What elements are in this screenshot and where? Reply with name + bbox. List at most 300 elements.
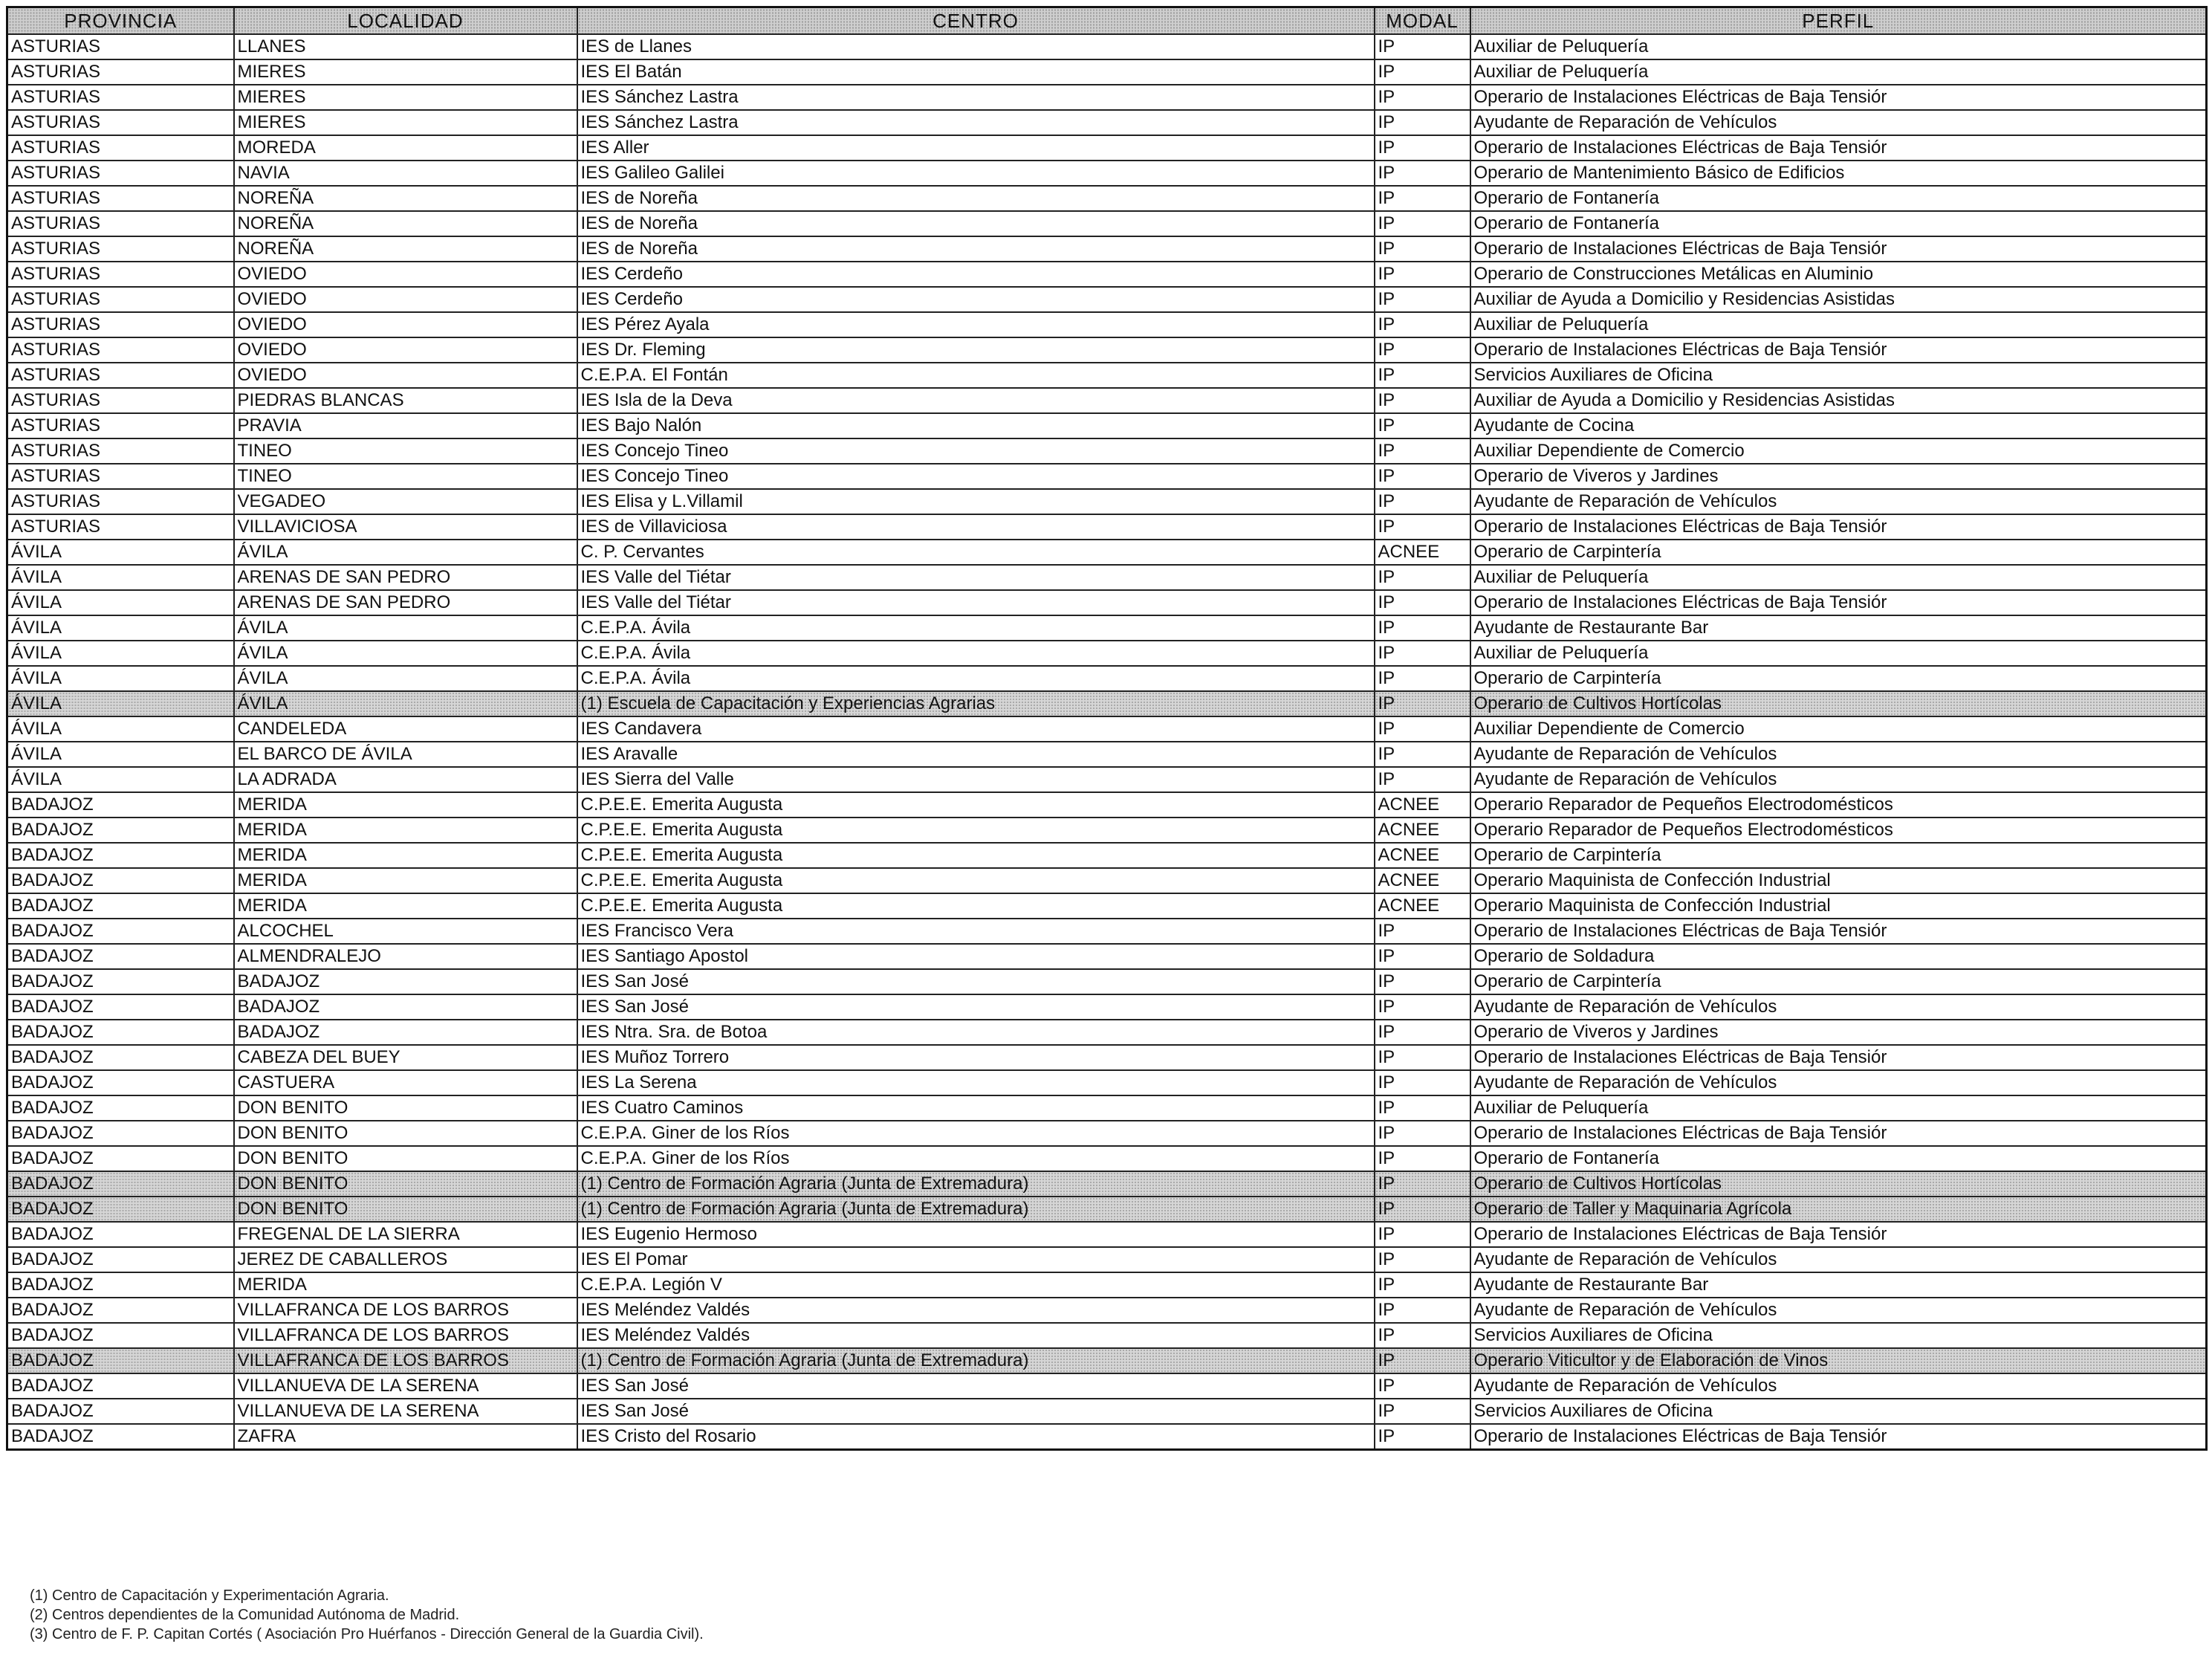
cell-localidad: OVIEDO (234, 337, 577, 363)
cell-perfil: Servicios Auxiliares de Oficina (1470, 1399, 2207, 1424)
cell-provincia: BADAJOZ (7, 1095, 234, 1121)
cell-localidad: ZAFRA (234, 1424, 577, 1450)
cell-centro: C.E.P.A. Giner de los Ríos (577, 1121, 1375, 1146)
cell-localidad: OVIEDO (234, 312, 577, 337)
cell-provincia: ASTURIAS (7, 287, 234, 312)
cell-localidad: BADAJOZ (234, 1020, 577, 1045)
cell-modal: IP (1375, 1399, 1470, 1424)
cell-perfil: Operario de Soldadura (1470, 944, 2207, 969)
table-row (7, 590, 2207, 615)
cell-localidad: ARENAS DE SAN PEDRO (234, 565, 577, 590)
cell-perfil: Operario Viticultor y de Elaboración de Vinos (1470, 1348, 2207, 1373)
cell-localidad: OVIEDO (234, 363, 577, 388)
cell-modal: IP (1375, 1424, 1470, 1450)
cell-provincia: BADAJOZ (7, 818, 234, 843)
table-row (7, 1121, 2207, 1146)
cell-perfil: Ayudante de Restaurante Bar (1470, 615, 2207, 641)
cell-localidad: DON BENITO (234, 1095, 577, 1121)
cell-provincia: BADAJOZ (7, 1272, 234, 1298)
table-row (7, 388, 2207, 413)
cell-modal: IP (1375, 1020, 1470, 1045)
cell-perfil: Operario de Instalaciones Eléctricas de Baja Tensiór (1470, 590, 2207, 615)
cell-provincia: ASTURIAS (7, 34, 234, 59)
cell-perfil: Operario Reparador de Pequeños Electrodomésticos (1470, 792, 2207, 818)
cell-localidad: OVIEDO (234, 262, 577, 287)
cell-modal: IP (1375, 590, 1470, 615)
table-row (7, 716, 2207, 742)
cell-modal: IP (1375, 691, 1470, 716)
table-row (7, 1045, 2207, 1070)
cell-localidad: VILLANUEVA DE LA SERENA (234, 1399, 577, 1424)
cell-centro: IES Francisco Vera (577, 919, 1375, 944)
cell-localidad: FREGENAL DE LA SIERRA (234, 1222, 577, 1247)
cell-centro: C.P.E.E. Emerita Augusta (577, 792, 1375, 818)
cell-centro: IES Candavera (577, 716, 1375, 742)
cell-localidad: VILLAVICIOSA (234, 514, 577, 540)
cell-modal: ACNEE (1375, 893, 1470, 919)
cell-provincia: ASTURIAS (7, 59, 234, 85)
cell-centro: C.E.P.A. El Fontán (577, 363, 1375, 388)
cell-centro: IES de Llanes (577, 34, 1375, 59)
cell-perfil: Ayudante de Reparación de Vehículos (1470, 994, 2207, 1020)
cell-provincia: BADAJOZ (7, 1298, 234, 1323)
cell-localidad: EL BARCO DE ÁVILA (234, 742, 577, 767)
cell-localidad: ÁVILA (234, 540, 577, 565)
header-modal: MODAL (1375, 7, 1470, 35)
cell-perfil: Operario de Instalaciones Eléctricas de Baja Tensiór (1470, 135, 2207, 161)
table-row (7, 413, 2207, 438)
table-row (7, 767, 2207, 792)
cell-perfil: Servicios Auxiliares de Oficina (1470, 1323, 2207, 1348)
cell-provincia: ASTURIAS (7, 438, 234, 464)
cell-provincia: BADAJOZ (7, 1373, 234, 1399)
cell-localidad: CANDELEDA (234, 716, 577, 742)
cell-localidad: VEGADEO (234, 489, 577, 514)
cell-modal: IP (1375, 919, 1470, 944)
cell-perfil: Operario de Fontanería (1470, 186, 2207, 211)
cell-localidad: BADAJOZ (234, 969, 577, 994)
cell-perfil: Auxiliar Dependiente de Comercio (1470, 716, 2207, 742)
cell-centro: IES Cerdeño (577, 262, 1375, 287)
table-row (7, 919, 2207, 944)
cell-modal: ACNEE (1375, 540, 1470, 565)
cell-localidad: ÁVILA (234, 691, 577, 716)
table-row (7, 34, 2207, 59)
cell-centro: IES Elisa y L.Villamil (577, 489, 1375, 514)
cell-centro: IES Meléndez Valdés (577, 1298, 1375, 1323)
cell-modal: ACNEE (1375, 818, 1470, 843)
cell-centro: C.P.E.E. Emerita Augusta (577, 843, 1375, 868)
cell-localidad: NOREÑA (234, 236, 577, 262)
cell-centro: IES Cerdeño (577, 287, 1375, 312)
cell-modal: IP (1375, 85, 1470, 110)
cell-localidad: DON BENITO (234, 1197, 577, 1222)
cell-localidad: VILLAFRANCA DE LOS BARROS (234, 1323, 577, 1348)
cell-centro: C.P.E.E. Emerita Augusta (577, 868, 1375, 893)
cell-provincia: ASTURIAS (7, 489, 234, 514)
cell-modal: IP (1375, 413, 1470, 438)
cell-provincia: ASTURIAS (7, 211, 234, 236)
cell-provincia: ASTURIAS (7, 85, 234, 110)
cell-centro: IES de Villaviciosa (577, 514, 1375, 540)
cell-provincia: BADAJOZ (7, 1171, 234, 1197)
cell-perfil: Auxiliar de Peluquería (1470, 59, 2207, 85)
cell-localidad: MERIDA (234, 1272, 577, 1298)
cell-centro: C.E.P.A. Ávila (577, 615, 1375, 641)
cell-provincia: BADAJOZ (7, 994, 234, 1020)
cell-localidad: MERIDA (234, 868, 577, 893)
cell-modal: IP (1375, 489, 1470, 514)
cell-provincia: ASTURIAS (7, 337, 234, 363)
cell-centro: IES de Noreña (577, 186, 1375, 211)
cell-perfil: Operario de Instalaciones Eléctricas de Baja Tensiór (1470, 514, 2207, 540)
cell-centro: IES Isla de la Deva (577, 388, 1375, 413)
cell-perfil: Operario de Fontanería (1470, 211, 2207, 236)
cell-modal: ACNEE (1375, 792, 1470, 818)
cell-perfil: Auxiliar de Ayuda a Domicilio y Residencias Asistidas (1470, 388, 2207, 413)
cell-localidad: ÁVILA (234, 641, 577, 666)
table-row (7, 312, 2207, 337)
cell-perfil: Operario de Cultivos Hortícolas (1470, 1171, 2207, 1197)
cell-modal: IP (1375, 1348, 1470, 1373)
table-row (7, 868, 2207, 893)
footnote: (1) Centro de Capacitación y Experimentación Agraria. (30, 1587, 389, 1604)
table-row (7, 262, 2207, 287)
cell-centro: IES San José (577, 994, 1375, 1020)
table-row (7, 565, 2207, 590)
table-row (7, 236, 2207, 262)
cell-localidad: LLANES (234, 34, 577, 59)
cell-perfil: Operario Maquinista de Confección Industrial (1470, 893, 2207, 919)
cell-provincia: BADAJOZ (7, 1070, 234, 1095)
cell-provincia: BADAJOZ (7, 1323, 234, 1348)
cell-modal: IP (1375, 1121, 1470, 1146)
cell-modal: IP (1375, 363, 1470, 388)
table-row (7, 110, 2207, 135)
cell-modal: IP (1375, 1298, 1470, 1323)
cell-perfil: Operario de Fontanería (1470, 1146, 2207, 1171)
cell-centro: IES de Noreña (577, 236, 1375, 262)
cell-localidad: MOREDA (234, 135, 577, 161)
cell-perfil: Servicios Auxiliares de Oficina (1470, 363, 2207, 388)
cell-perfil: Operario de Instalaciones Eléctricas de Baja Tensiór (1470, 1222, 2207, 1247)
cell-localidad: MERIDA (234, 818, 577, 843)
cell-centro: IES Cristo del Rosario (577, 1424, 1375, 1450)
cell-provincia: ASTURIAS (7, 312, 234, 337)
cell-localidad: LA ADRADA (234, 767, 577, 792)
cell-perfil: Operario de Instalaciones Eléctricas de Baja Tensiór (1470, 1121, 2207, 1146)
cell-localidad: MERIDA (234, 843, 577, 868)
cell-modal: IP (1375, 742, 1470, 767)
cell-provincia: ÁVILA (7, 565, 234, 590)
cell-centro: IES La Serena (577, 1070, 1375, 1095)
cell-modal: IP (1375, 1045, 1470, 1070)
cell-modal: IP (1375, 1070, 1470, 1095)
cell-provincia: ÁVILA (7, 716, 234, 742)
cell-modal: IP (1375, 135, 1470, 161)
cell-perfil: Operario de Construcciones Metálicas en Aluminio (1470, 262, 2207, 287)
cell-localidad: NOREÑA (234, 186, 577, 211)
cell-provincia: BADAJOZ (7, 1247, 234, 1272)
cell-perfil: Ayudante de Cocina (1470, 413, 2207, 438)
cell-centro: (1) Centro de Formación Agraria (Junta de Extremadura) (577, 1348, 1375, 1373)
cell-centro: C. P. Cervantes (577, 540, 1375, 565)
cell-centro: IES de Noreña (577, 211, 1375, 236)
cell-provincia: ASTURIAS (7, 135, 234, 161)
cell-perfil: Operario de Cultivos Hortícolas (1470, 691, 2207, 716)
cell-localidad: DON BENITO (234, 1121, 577, 1146)
table-row (7, 85, 2207, 110)
centers-table (6, 6, 2208, 1451)
cell-provincia: ASTURIAS (7, 413, 234, 438)
table-row (7, 792, 2207, 818)
cell-perfil: Ayudante de Reparación de Vehículos (1470, 767, 2207, 792)
cell-centro: IES San José (577, 969, 1375, 994)
table-row (7, 1197, 2207, 1222)
header-row (7, 7, 2207, 35)
cell-modal: IP (1375, 615, 1470, 641)
cell-perfil: Operario de Carpintería (1470, 540, 2207, 565)
cell-provincia: BADAJOZ (7, 1146, 234, 1171)
cell-perfil: Operario de Instalaciones Eléctricas de Baja Tensiór (1470, 1424, 2207, 1450)
cell-centro: IES San José (577, 1373, 1375, 1399)
cell-centro: IES Sierra del Valle (577, 767, 1375, 792)
cell-provincia: BADAJOZ (7, 792, 234, 818)
cell-modal: IP (1375, 1323, 1470, 1348)
cell-provincia: BADAJOZ (7, 969, 234, 994)
table-row (7, 186, 2207, 211)
cell-modal: IP (1375, 211, 1470, 236)
cell-centro: C.P.E.E. Emerita Augusta (577, 818, 1375, 843)
table-row (7, 514, 2207, 540)
table-row (7, 1095, 2207, 1121)
cell-localidad: VILLAFRANCA DE LOS BARROS (234, 1348, 577, 1373)
cell-perfil: Ayudante de Reparación de Vehículos (1470, 1298, 2207, 1323)
cell-provincia: ÁVILA (7, 540, 234, 565)
cell-provincia: BADAJOZ (7, 1222, 234, 1247)
cell-localidad: VILLANUEVA DE LA SERENA (234, 1373, 577, 1399)
cell-centro: IES Sánchez Lastra (577, 85, 1375, 110)
cell-centro: IES Valle del Tiétar (577, 590, 1375, 615)
cell-provincia: ASTURIAS (7, 236, 234, 262)
cell-centro: IES Eugenio Hermoso (577, 1222, 1375, 1247)
cell-provincia: ÁVILA (7, 590, 234, 615)
cell-localidad: DON BENITO (234, 1146, 577, 1171)
cell-localidad: ALMENDRALEJO (234, 944, 577, 969)
cell-centro: IES Aravalle (577, 742, 1375, 767)
table-body (7, 34, 2207, 1450)
cell-modal: IP (1375, 34, 1470, 59)
cell-localidad: ARENAS DE SAN PEDRO (234, 590, 577, 615)
table-row (7, 1373, 2207, 1399)
cell-perfil: Operario de Carpintería (1470, 666, 2207, 691)
table-row (7, 1020, 2207, 1045)
cell-modal: IP (1375, 262, 1470, 287)
cell-localidad: MIERES (234, 110, 577, 135)
cell-provincia: BADAJOZ (7, 1197, 234, 1222)
cell-centro: IES Muñoz Torrero (577, 1045, 1375, 1070)
cell-centro: C.E.P.A. Legión V (577, 1272, 1375, 1298)
cell-centro: IES Meléndez Valdés (577, 1323, 1375, 1348)
cell-localidad: CABEZA DEL BUEY (234, 1045, 577, 1070)
footnote: (3) Centro de F. P. Capitan Cortés ( Asociación Pro Huérfanos - Dirección General de la Guardia Civil). (30, 1626, 704, 1642)
cell-perfil: Operario Maquinista de Confección Industrial (1470, 868, 2207, 893)
cell-modal: IP (1375, 514, 1470, 540)
cell-modal: IP (1375, 464, 1470, 489)
cell-centro: IES Bajo Nalón (577, 413, 1375, 438)
table-row (7, 1222, 2207, 1247)
cell-centro: (1) Escuela de Capacitación y Experiencias Agrarias (577, 691, 1375, 716)
cell-provincia: BADAJOZ (7, 893, 234, 919)
cell-perfil: Auxiliar de Peluquería (1470, 34, 2207, 59)
cell-provincia: ÁVILA (7, 691, 234, 716)
cell-localidad: TINEO (234, 438, 577, 464)
table-row (7, 1171, 2207, 1197)
cell-perfil: Operario de Carpintería (1470, 843, 2207, 868)
cell-localidad: BADAJOZ (234, 994, 577, 1020)
table-row (7, 1070, 2207, 1095)
table-row (7, 1323, 2207, 1348)
cell-centro: IES Cuatro Caminos (577, 1095, 1375, 1121)
header-perfil: PERFIL (1470, 7, 2207, 35)
cell-provincia: ÁVILA (7, 641, 234, 666)
table-row (7, 944, 2207, 969)
header-centro: CENTRO (577, 7, 1375, 35)
table-row (7, 1146, 2207, 1171)
footnotes (30, 1586, 704, 1644)
cell-provincia: ASTURIAS (7, 363, 234, 388)
table-row (7, 540, 2207, 565)
cell-centro: IES Galileo Galilei (577, 161, 1375, 186)
cell-localidad: DON BENITO (234, 1171, 577, 1197)
table-row (7, 969, 2207, 994)
table-row (7, 438, 2207, 464)
cell-localidad: PRAVIA (234, 413, 577, 438)
cell-modal: IP (1375, 59, 1470, 85)
cell-perfil: Operario de Instalaciones Eléctricas de Baja Tensiór (1470, 919, 2207, 944)
cell-centro: IES Santiago Apostol (577, 944, 1375, 969)
cell-perfil: Ayudante de Reparación de Vehículos (1470, 1247, 2207, 1272)
cell-centro: C.E.P.A. Giner de los Ríos (577, 1146, 1375, 1171)
cell-provincia: ASTURIAS (7, 388, 234, 413)
cell-provincia: ÁVILA (7, 742, 234, 767)
table-row (7, 641, 2207, 666)
cell-perfil: Auxiliar de Peluquería (1470, 565, 2207, 590)
cell-provincia: BADAJOZ (7, 843, 234, 868)
cell-modal: IP (1375, 666, 1470, 691)
cell-perfil: Operario de Instalaciones Eléctricas de Baja Tensiór (1470, 85, 2207, 110)
cell-perfil: Operario de Viveros y Jardines (1470, 1020, 2207, 1045)
cell-modal: IP (1375, 565, 1470, 590)
cell-perfil: Operario de Carpintería (1470, 969, 2207, 994)
cell-modal: IP (1375, 969, 1470, 994)
table-row (7, 337, 2207, 363)
cell-perfil: Auxiliar de Peluquería (1470, 312, 2207, 337)
cell-provincia: BADAJOZ (7, 944, 234, 969)
cell-centro: IES Valle del Tiétar (577, 565, 1375, 590)
cell-centro: IES Sánchez Lastra (577, 110, 1375, 135)
cell-perfil: Operario de Instalaciones Eléctricas de Baja Tensiór (1470, 236, 2207, 262)
cell-centro: IES El Batán (577, 59, 1375, 85)
cell-modal: IP (1375, 388, 1470, 413)
cell-modal: IP (1375, 1171, 1470, 1197)
cell-modal: IP (1375, 1272, 1470, 1298)
cell-centro: IES San José (577, 1399, 1375, 1424)
cell-modal: IP (1375, 716, 1470, 742)
table-row (7, 994, 2207, 1020)
cell-provincia: BADAJOZ (7, 868, 234, 893)
cell-provincia: ASTURIAS (7, 161, 234, 186)
cell-localidad: PIEDRAS BLANCAS (234, 388, 577, 413)
cell-centro: (1) Centro de Formación Agraria (Junta de Extremadura) (577, 1171, 1375, 1197)
cell-modal: IP (1375, 312, 1470, 337)
cell-modal: IP (1375, 438, 1470, 464)
cell-perfil: Operario de Mantenimiento Básico de Edificios (1470, 161, 2207, 186)
table-row (7, 843, 2207, 868)
table-row (7, 893, 2207, 919)
cell-modal: IP (1375, 994, 1470, 1020)
cell-provincia: ASTURIAS (7, 186, 234, 211)
cell-localidad: ALCOCHEL (234, 919, 577, 944)
cell-localidad: ÁVILA (234, 666, 577, 691)
cell-modal: ACNEE (1375, 868, 1470, 893)
table-row (7, 211, 2207, 236)
cell-localidad: VILLAFRANCA DE LOS BARROS (234, 1298, 577, 1323)
cell-perfil: Auxiliar Dependiente de Comercio (1470, 438, 2207, 464)
cell-perfil: Ayudante de Reparación de Vehículos (1470, 1070, 2207, 1095)
cell-localidad: NAVIA (234, 161, 577, 186)
cell-perfil: Ayudante de Reparación de Vehículos (1470, 110, 2207, 135)
cell-perfil: Ayudante de Reparación de Vehículos (1470, 1373, 2207, 1399)
cell-localidad: MERIDA (234, 893, 577, 919)
cell-localidad: OVIEDO (234, 287, 577, 312)
cell-centro: C.P.E.E. Emerita Augusta (577, 893, 1375, 919)
cell-modal: IP (1375, 641, 1470, 666)
cell-perfil: Operario Reparador de Pequeños Electrodomésticos (1470, 818, 2207, 843)
cell-provincia: BADAJOZ (7, 1121, 234, 1146)
footnote: (2) Centros dependientes de la Comunidad Autónoma de Madrid. (30, 1607, 460, 1623)
table-row (7, 1247, 2207, 1272)
cell-provincia: ÁVILA (7, 615, 234, 641)
table-row (7, 666, 2207, 691)
cell-centro: IES Dr. Fleming (577, 337, 1375, 363)
cell-provincia: BADAJOZ (7, 1424, 234, 1450)
table-row (7, 135, 2207, 161)
cell-perfil: Auxiliar de Peluquería (1470, 641, 2207, 666)
cell-perfil: Ayudante de Reparación de Vehículos (1470, 489, 2207, 514)
cell-modal: IP (1375, 110, 1470, 135)
table-row (7, 464, 2207, 489)
cell-localidad: JEREZ DE CABALLEROS (234, 1247, 577, 1272)
cell-modal: IP (1375, 236, 1470, 262)
cell-localidad: NOREÑA (234, 211, 577, 236)
table-row (7, 59, 2207, 85)
cell-provincia: BADAJOZ (7, 919, 234, 944)
cell-modal: IP (1375, 337, 1470, 363)
cell-provincia: BADAJOZ (7, 1045, 234, 1070)
cell-centro: IES Ntra. Sra. de Botoa (577, 1020, 1375, 1045)
cell-centro: C.E.P.A. Ávila (577, 666, 1375, 691)
cell-modal: ACNEE (1375, 843, 1470, 868)
table-row (7, 691, 2207, 716)
table-row (7, 161, 2207, 186)
cell-provincia: BADAJOZ (7, 1348, 234, 1373)
cell-modal: IP (1375, 1222, 1470, 1247)
table-row (7, 615, 2207, 641)
cell-perfil: Operario de Instalaciones Eléctricas de Baja Tensiór (1470, 1045, 2207, 1070)
cell-localidad: TINEO (234, 464, 577, 489)
header-localidad: LOCALIDAD (234, 7, 577, 35)
